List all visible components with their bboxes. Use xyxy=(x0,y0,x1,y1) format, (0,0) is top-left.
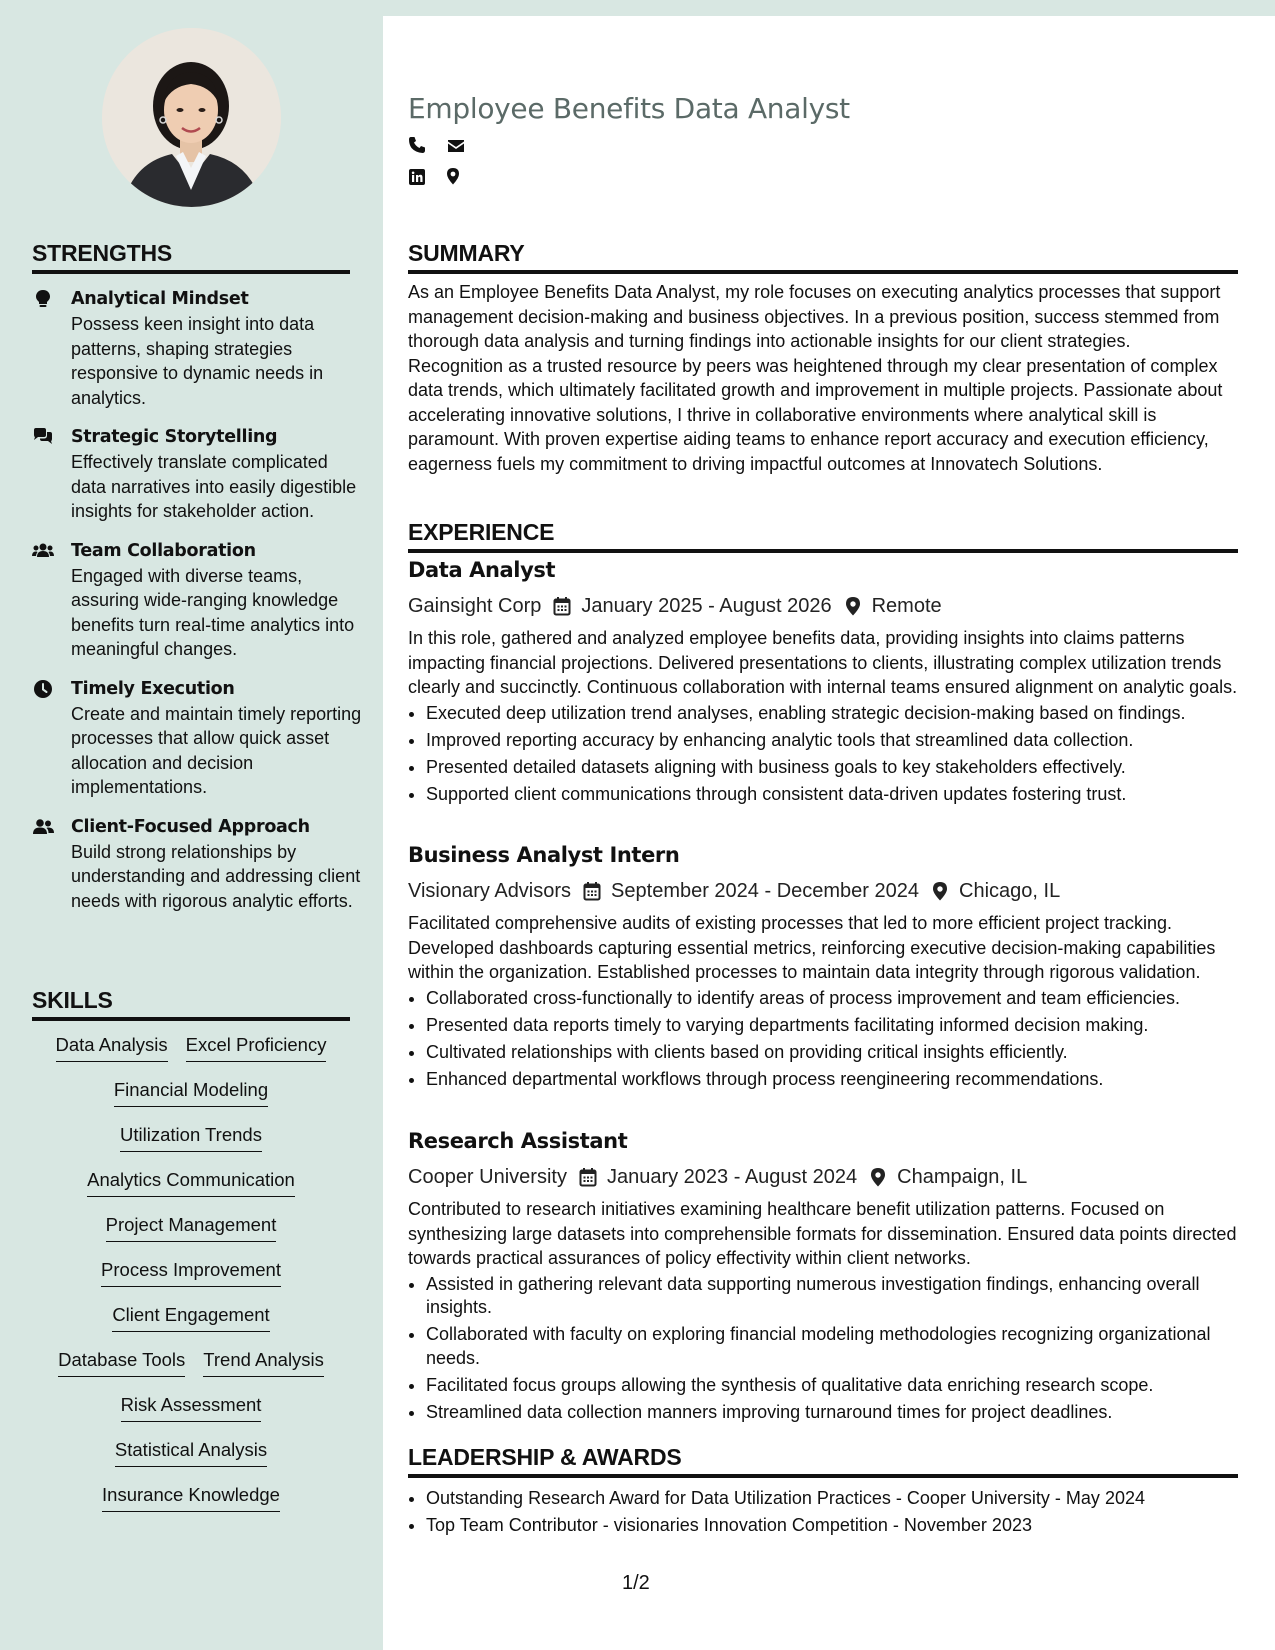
company-name: Visionary Advisors xyxy=(408,879,572,902)
strength-title: Client-Focused Approach xyxy=(71,816,310,837)
skill-row xyxy=(32,1484,350,1529)
calendar-icon xyxy=(583,881,601,901)
map-pin-icon xyxy=(869,1167,887,1187)
skills-heading: SKILLS xyxy=(32,987,350,1021)
skill-tag: Process Improvement xyxy=(101,1259,281,1287)
list-item: • Outstanding Research Award for Data Utilization Practices - Cooper University - May 2024 xyxy=(426,1487,1256,1511)
skill-row xyxy=(32,1169,350,1214)
page-number: 1/2 xyxy=(622,1572,650,1594)
map-pin-icon xyxy=(931,881,949,901)
lightbulb-icon xyxy=(32,289,54,309)
strength-item xyxy=(32,538,362,662)
skill-tag: Database Tools xyxy=(58,1349,185,1377)
list-item: • Supported client communications through consistent data-driven updates fostering trust. xyxy=(426,783,1238,807)
job-dates: September 2024 - December 2024 xyxy=(611,879,920,902)
skill-row xyxy=(32,1124,350,1169)
strength-item xyxy=(32,286,362,410)
job-location: Champaign, IL xyxy=(897,1165,1028,1188)
list-item: • Top Team Contributor - visionaries Innovation Competition - November 2023 xyxy=(426,1514,1256,1538)
clock-icon xyxy=(32,679,54,699)
strength-desc: Build strong relationships by understanding and addressing client needs with rigorous analytic efforts. xyxy=(71,841,361,911)
skill-tag: Statistical Analysis xyxy=(115,1439,267,1467)
list-item: • Assisted in gathering relevant data supporting numerous investigation findings, enhancing overall insights. xyxy=(426,1273,1238,1320)
skill-tag: Analytics Communication xyxy=(87,1169,295,1197)
strength-item xyxy=(32,676,362,800)
company-name: Cooper University xyxy=(408,1165,567,1188)
list-item: • Facilitated focus groups allowing the synthesis of qualitative data enriching research scope. xyxy=(426,1374,1238,1398)
job-title: Business Analyst Intern xyxy=(408,843,680,867)
job-description: In this role, gathered and analyzed employee benefits data, providing insights into claims patterns impacting financial projections. Delivered presentations to clients, illustrating complex utilization trends clearly and succinctly. Continuous collaboration with internal teams ensured alignment on analytic goals. xyxy=(408,628,1238,697)
skill-row xyxy=(32,1394,350,1439)
phone-icon[interactable] xyxy=(408,136,426,154)
job-dates: January 2023 - August 2024 xyxy=(606,1165,858,1188)
list-item: • Cultivated relationships with clients based on providing critical insights efficiently. xyxy=(426,1041,1238,1065)
experience-entry xyxy=(408,1129,1238,1428)
job-bullets xyxy=(408,1273,1238,1425)
list-item: • Presented data reports timely to varying departments facilitating informed decision making. xyxy=(426,1014,1238,1038)
skill-tag: Trend Analysis xyxy=(203,1349,324,1377)
list-item: • Collaborated with faculty on exploring financial modeling methodologies recognizing organizational needs. xyxy=(426,1323,1238,1370)
list-item: • Streamlined data collection manners improving turnaround times for project deadlines. xyxy=(426,1401,1238,1425)
skill-tag: Utilization Trends xyxy=(120,1124,262,1152)
map-pin-icon[interactable] xyxy=(444,167,462,185)
skill-row xyxy=(32,1259,350,1304)
strength-item xyxy=(32,424,362,524)
map-pin-icon xyxy=(844,596,862,616)
skill-tag: Data Analysis xyxy=(56,1034,168,1062)
strengths-heading: STRENGTHS xyxy=(32,240,350,274)
job-bullets xyxy=(408,702,1238,807)
profile-photo xyxy=(102,28,281,207)
strength-desc: Effectively translate complicated data narratives into easily digestible insights for stakeholder action. xyxy=(71,452,357,521)
skill-tag: Excel Proficiency xyxy=(186,1034,327,1062)
skill-tag: Insurance Knowledge xyxy=(102,1484,280,1512)
awards-list xyxy=(408,1487,1256,1541)
skill-tag: Client Engagement xyxy=(112,1304,269,1332)
summary-text: As an Employee Benefits Data Analyst, my role focuses on executing analytics processes that support management decision-making and business objectives. In a previous position, success stemmed from thorough data analysis and turning findings into actionable insights for our client strategies. Recognition as a trusted resource by peers was heightened through my clear presentation of complex data trends, which ultimately facilitated growth and improvement in multiple projects. Passionate about accelerating innovative solutions, I thrive in collaborative environments where analytical skill is paramount. With proven expertise aiding teams to enhance report accuracy and execution efficiency, eagerness fuels my commitment to driving impactful outcomes at Innovatech Solutions. xyxy=(408,282,1223,474)
job-description: Contributed to research initiatives examining healthcare benefit utilization patterns. Focused on synthesizing large datasets into comprehensible formats for dissemination. Ensured data points directed towards practical assurances of policy effectivity within client networks. xyxy=(408,1199,1237,1268)
strength-desc: Create and maintain timely reporting processes that allow quick asset allocation and decision implementations. xyxy=(71,703,362,797)
linkedin-icon[interactable] xyxy=(408,168,426,186)
skill-tag: Financial Modeling xyxy=(114,1079,268,1107)
calendar-icon xyxy=(553,596,571,616)
list-item: • Presented detailed datasets aligning with business goals to key stakeholders effectively. xyxy=(426,756,1238,780)
list-item: • Enhanced departmental workflows through process reengineering recommendations. xyxy=(426,1068,1238,1092)
strength-title: Team Collaboration xyxy=(71,540,256,561)
skill-row xyxy=(32,1079,350,1124)
skill-row xyxy=(32,1034,350,1079)
skill-row xyxy=(32,1349,350,1394)
job-title: Data Analyst xyxy=(408,558,556,582)
experience-entry xyxy=(408,558,1238,810)
skills-list xyxy=(32,1034,350,1529)
job-meta xyxy=(408,589,1238,623)
sidebar xyxy=(0,0,383,1650)
list-item: • Improved reporting accuracy by enhancing analytic tools that streamlined data collection. xyxy=(426,729,1238,753)
job-location: Remote xyxy=(871,594,942,617)
job-dates: January 2025 - August 2026 xyxy=(581,594,832,617)
job-title: Research Assistant xyxy=(408,1129,628,1153)
job-bullets xyxy=(408,987,1238,1092)
user-friends-icon xyxy=(32,817,54,837)
calendar-icon xyxy=(579,1167,597,1187)
job-meta xyxy=(408,874,1238,908)
list-item: • Executed deep utilization trend analyses, enabling strategic decision-making based on findings. xyxy=(426,702,1238,726)
skill-tag: Project Management xyxy=(106,1214,277,1242)
strengths-list xyxy=(32,286,362,927)
strength-desc: Engaged with diverse teams, assuring wide-ranging knowledge benefits turn real-time analytics into meaningful changes. xyxy=(71,565,355,659)
strength-title: Timely Execution xyxy=(71,678,235,699)
candidate-name: Employee Benefits Data Analyst xyxy=(408,92,850,125)
skill-row xyxy=(32,1304,350,1349)
strength-title: Analytical Mindset xyxy=(71,289,249,309)
comments-icon xyxy=(32,427,54,447)
skill-tag: Risk Assessment xyxy=(121,1394,262,1422)
awards-heading: LEADERSHIP & AWARDS xyxy=(408,1444,1238,1478)
experience-heading: EXPERIENCE xyxy=(408,519,1238,553)
users-icon xyxy=(32,541,54,561)
experience-entry xyxy=(408,843,1238,1095)
skill-row xyxy=(32,1439,350,1484)
company-name: Gainsight Corp xyxy=(408,594,542,617)
envelope-icon[interactable] xyxy=(447,137,465,155)
skill-row xyxy=(32,1214,350,1259)
job-location: Chicago, IL xyxy=(959,879,1061,902)
list-item: • Collaborated cross-functionally to identify areas of process improvement and team efficiencies. xyxy=(426,987,1238,1011)
job-description: Facilitated comprehensive audits of existing processes that led to more efficient project tracking. Developed dashboards capturing essential metrics, reinforcing executive decision-making capabilities within the organization. Established processes to maintain data integrity through rigorous validation. xyxy=(408,913,1216,982)
strength-title: Strategic Storytelling xyxy=(71,427,278,447)
job-meta xyxy=(408,1160,1238,1194)
summary-heading: SUMMARY xyxy=(408,240,1238,274)
strength-desc: Possess keen insight into data patterns, shaping strategies responsive to dynamic needs in analytics. xyxy=(71,314,324,408)
strength-item xyxy=(32,814,362,914)
